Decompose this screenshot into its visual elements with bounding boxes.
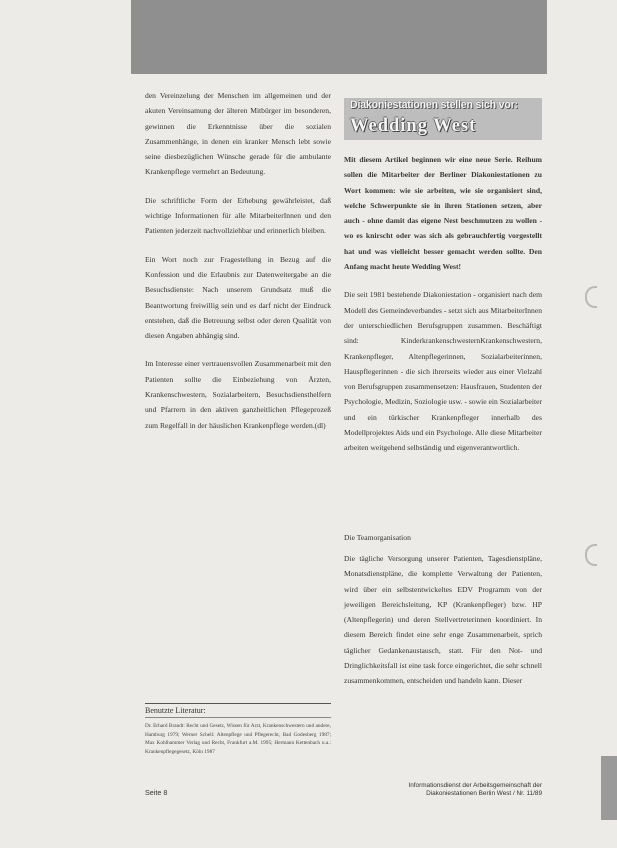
page-edge-tab — [601, 756, 617, 820]
lead-paragraph: Mit diesem Artikel beginnen wir eine neue Serie. Reihum sollen die Mitarbeiter der Berliner Diakoniestationen zu Wort kommen: wie sie arbeiten, wie sie organisiert sind, welche Schwerpunkte sie in ihren Stationen setzen, aber auch - ohne damit das eigene Nest beschmutzen zu wollen - wo es knirscht oder was sich als gebrauchfertig vorgestellt hat und was vielleicht besser gemacht werden sollte. Den Anfang macht heute Wedding West! — [344, 155, 542, 272]
right-paragraph-1: Die seit 1981 bestehende Diakoniestation - organisiert nach dem Modell des Gemeindeverbandes - setzt sich aus MitarbeiterInnen der unterschiedlichen Berufsgruppen zusammen. Beschäftigt sind: KinderkrankenschwesternKrankenschwestern, Krankenpfleger, Altenpflegerinnen, Sozialarbeiterinnen, Hauspflegerinnen - die sich ihrerseits wieder aus einer Vielzahl von Berufsgruppen zusammensetzen: Hausfrauen, Studenten der Psychologie, Medizin, Soziologie usw. - sowie ein Sozialarbeiter und ein türkischer Krankenpfleger innerhalb des Modellprojektes Aids und ein Psychologe. Alle diese Mitarbeiter arbeiten weitgehend selbständig und eigenverantwortlich. — [344, 290, 542, 453]
page-number: Seite 8 — [145, 788, 168, 797]
literature-divider — [145, 703, 331, 704]
gray-header-bar — [131, 0, 547, 74]
right-paragraph-2: Die tägliche Versorgung unserer Patienten, Tagesdienstpläne, Monatsdienstpläne, die komplette Verwaltung der Patienten, wird über ein selbstentwickeltes EDV Programm von der jeweiligen Bereichsleitung, KP (Krankenpfleger) bzw. HP (Altenpflegerin) und deren Stellvertreterinnen koordiniert. In diesem Bereich findet eine sehr enge Zusammenarbeit, sprich täglicher Gedankenaustausch, statt. Für den Not- und Dringlichkeitsfall ist eine task force eingerichtet, die sehr schnell zusammenkommen, entscheiden und handeln kann. Dieser — [344, 554, 542, 686]
article-title: Wedding West — [350, 116, 477, 136]
literature-title-rule — [145, 717, 331, 718]
publication-info-line-2: Diakoniestationen Berlin West / Nr. 11/89 — [426, 790, 542, 798]
left-paragraph-1: den Vereinzelung der Menschen im allgemeinen und der akuten Vereinsamung der älteren Mitbürger im besonderen, gewinnen die Erkenntnisse über die sozialen Zusammenhänge, in denen ein kranker Mensch lebt sowie seine diesbezüglichen Wünsche gerade für die ambulante Krankenpflege vermehrt an Bedeutung. — [145, 91, 331, 177]
publication-info-line-1: Informationsdienst der Arbeitsgemeinschaft der — [408, 782, 542, 789]
binder-ring-hole — [585, 286, 597, 308]
publication-info — [344, 782, 542, 798]
article-kicker: Diakoniestationen stellen sich vor: — [350, 99, 518, 111]
left-paragraph-2: Die schriftliche Form der Erhebung gewährleistet, daß wichtige Informationen für alle MitarbeiterInnen und den Patienten jederzeit nachvollziehbar und erinnerlich bleiben. — [145, 195, 331, 236]
literature-text: Dr. Erhard Brandt: Recht und Gesetz, Wissen für Arzt, Krankenschwestern und andere, Hamburg 1979; Werner Schell: Altenpflege und Pflegerecht, Bad Godesberg 1987; Max Kohlhammer Verlag und Recht, Frankfurt a.M. 1995; Hermann Kettenbach u.a.: Krankenpflegegesetz, Köln 1987 — [145, 723, 331, 755]
binder-ring-hole — [585, 544, 597, 566]
literature-title: Benutzte Literatur: — [145, 706, 206, 715]
left-paragraph-4: Im Interesse einer vertrauensvollen Zusammenarbeit mit den Patienten sollte die Einbeziehung von Ärzten, Krankenschwestern, Sozialarbeitern, Besuchsdiensthelfern und Pfarrern in den aktiven ganzheitlichen Pflegeprozeß zum Regelfall in der häuslichen Krankenpflege werden.(dl) — [145, 359, 331, 430]
left-column — [145, 88, 331, 446]
left-paragraph-3: Ein Wort noch zur Fragestellung in Bezug auf die Konfession und die Erlaubnis zur Datenweitergabe an die Besuchsdienste: Nach unserem Grundsatz muß die Beantwortung freiwillig sein und es darf nicht der Eindruck entstehen, daß die Betreuung selbst oder deren Qualität von diesen Angaben abhängig sind. — [145, 254, 331, 341]
right-column — [344, 152, 542, 469]
section-subheading: Die Teamorganisation — [344, 533, 411, 542]
right-column-continued — [344, 551, 542, 702]
